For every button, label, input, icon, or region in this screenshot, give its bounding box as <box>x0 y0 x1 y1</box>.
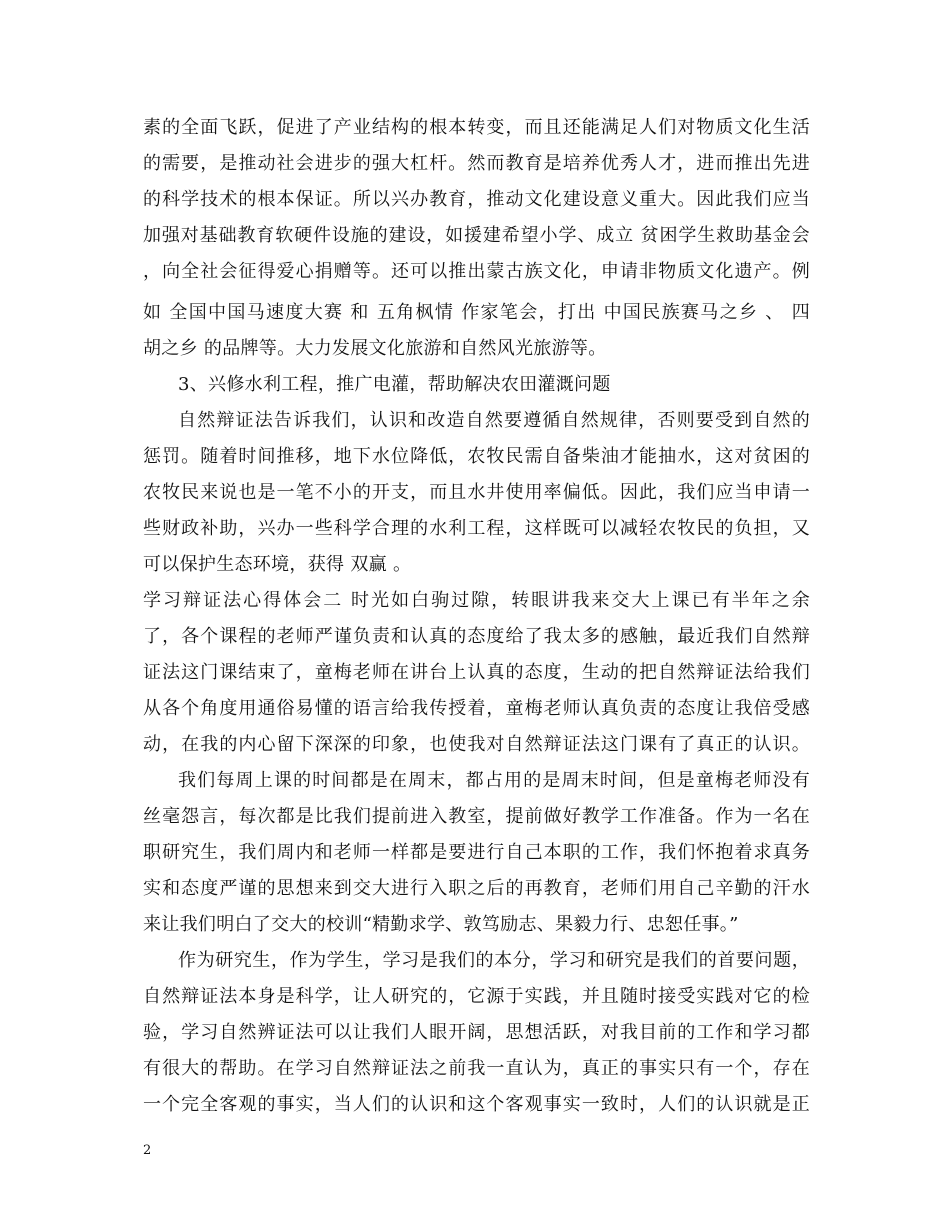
text-line: 加强对基础教育软硬件设施的建设，如援建希望小学、成立 贫困学生救助基金会 <box>143 225 810 246</box>
page-number: 2 <box>143 1143 152 1158</box>
text-line: 的需要，是推动社会进步的强大杠杆。然而教育是培养优秀人才，进而推出先进 <box>143 153 810 174</box>
text-line: 职研究生，我们周内和老师一样都是要进行自己本职的工作，我们怀抱着求真务 <box>143 842 810 863</box>
text-line: 实和态度严谨的思想来到交大进行入职之后的再教育，老师们用自己辛勤的汗水 <box>143 878 810 899</box>
text-line: 农牧民来说也是一笔不小的开支，而且水井使用率偏低。因此，我们应当申请一 <box>143 482 810 503</box>
text-line: 可以保护生态环境，获得 双赢 。 <box>143 554 412 575</box>
text-line: 胡之乡 的品牌等。大力发展文化旅游和自然风光旅游等。 <box>143 338 607 359</box>
text-line: 如 全国中国马速度大赛 和 五角枫情 作家笔会，打出 中国民族赛马之乡 、 四 <box>143 302 810 323</box>
text-line: 素的全面飞跃，促进了产业结构的根本转变，而且还能满足人们对物质文化生活 <box>143 117 810 138</box>
text-line: 验，学习自然辨证法可以让我们人眼开阔，思想活跃，对我目前的工作和学习都 <box>143 1022 810 1043</box>
text-line: 了，各个课程的老师严谨负责和认真的态度给了我太多的感触，最近我们自然辩 <box>143 626 810 647</box>
text-line: 作为研究生，作为学生，学习是我们的本分，学习和研究是我们的首要问题， <box>178 950 810 971</box>
text-line: 惩罚。随着时间推移，地下水位降低，农牧民需自备柴油才能抽水，这对贫困的 <box>143 446 810 467</box>
text-line: 一个完全客观的事实，当人们的认识和这个客观事实一致时，人们的认识就是正 <box>143 1094 810 1115</box>
text-line: 从各个角度用通俗易懂的语言给我传授着，童梅老师认真负责的态度让我倍受感 <box>143 698 810 719</box>
text-line: 自然辩证法告诉我们，认识和改造自然要遵循自然规律，否则要受到自然的 <box>178 410 810 431</box>
text-line: 丝毫怨言，每次都是比我们提前进入教室，提前做好教学工作准备。作为一名在 <box>143 806 810 827</box>
text-line: 证法这门课结束了，童梅老师在讲台上认真的态度，生动的把自然辩证法给我们 <box>143 662 810 683</box>
section-title-line: 学习辩证法心得体会二 时光如白驹过隙，转眼讲我来交大上课已有半年之余 <box>143 590 810 611</box>
text-line: 自然辩证法本身是科学，让人研究的，它源于实践，并且随时接受实践对它的检 <box>143 986 810 1007</box>
text-line: 来让我们明白了交大的校训“精勤求学、敦笃励志、果毅力行、忠恕任事。” <box>143 914 739 935</box>
section-heading: 3、兴修水利工程，推广电灌，帮助解决农田灌溉问题 <box>178 374 611 395</box>
text-line: 的科学技术的根本保证。所以兴办教育，推动文化建设意义重大。因此我们应当 <box>143 189 810 210</box>
text-line: 我们每周上课的时间都是在周末，都占用的是周末时间，但是童梅老师没有 <box>178 770 810 791</box>
text-line: ，向全社会征得爱心捐赠等。还可以推出蒙古族文化，申请非物质文化遗产。例 <box>143 261 810 282</box>
text-line: 些财政补助，兴办一些科学合理的水利工程，这样既可以减轻农牧民的负担，又 <box>143 518 810 539</box>
text-line: 动，在我的内心留下深深的印象，也使我对自然辩证法这门课有了真正的认识。 <box>143 734 810 755</box>
text-line: 有很大的帮助。在学习自然辩证法之前我一直认为，真正的事实只有一个，存在 <box>143 1058 810 1079</box>
